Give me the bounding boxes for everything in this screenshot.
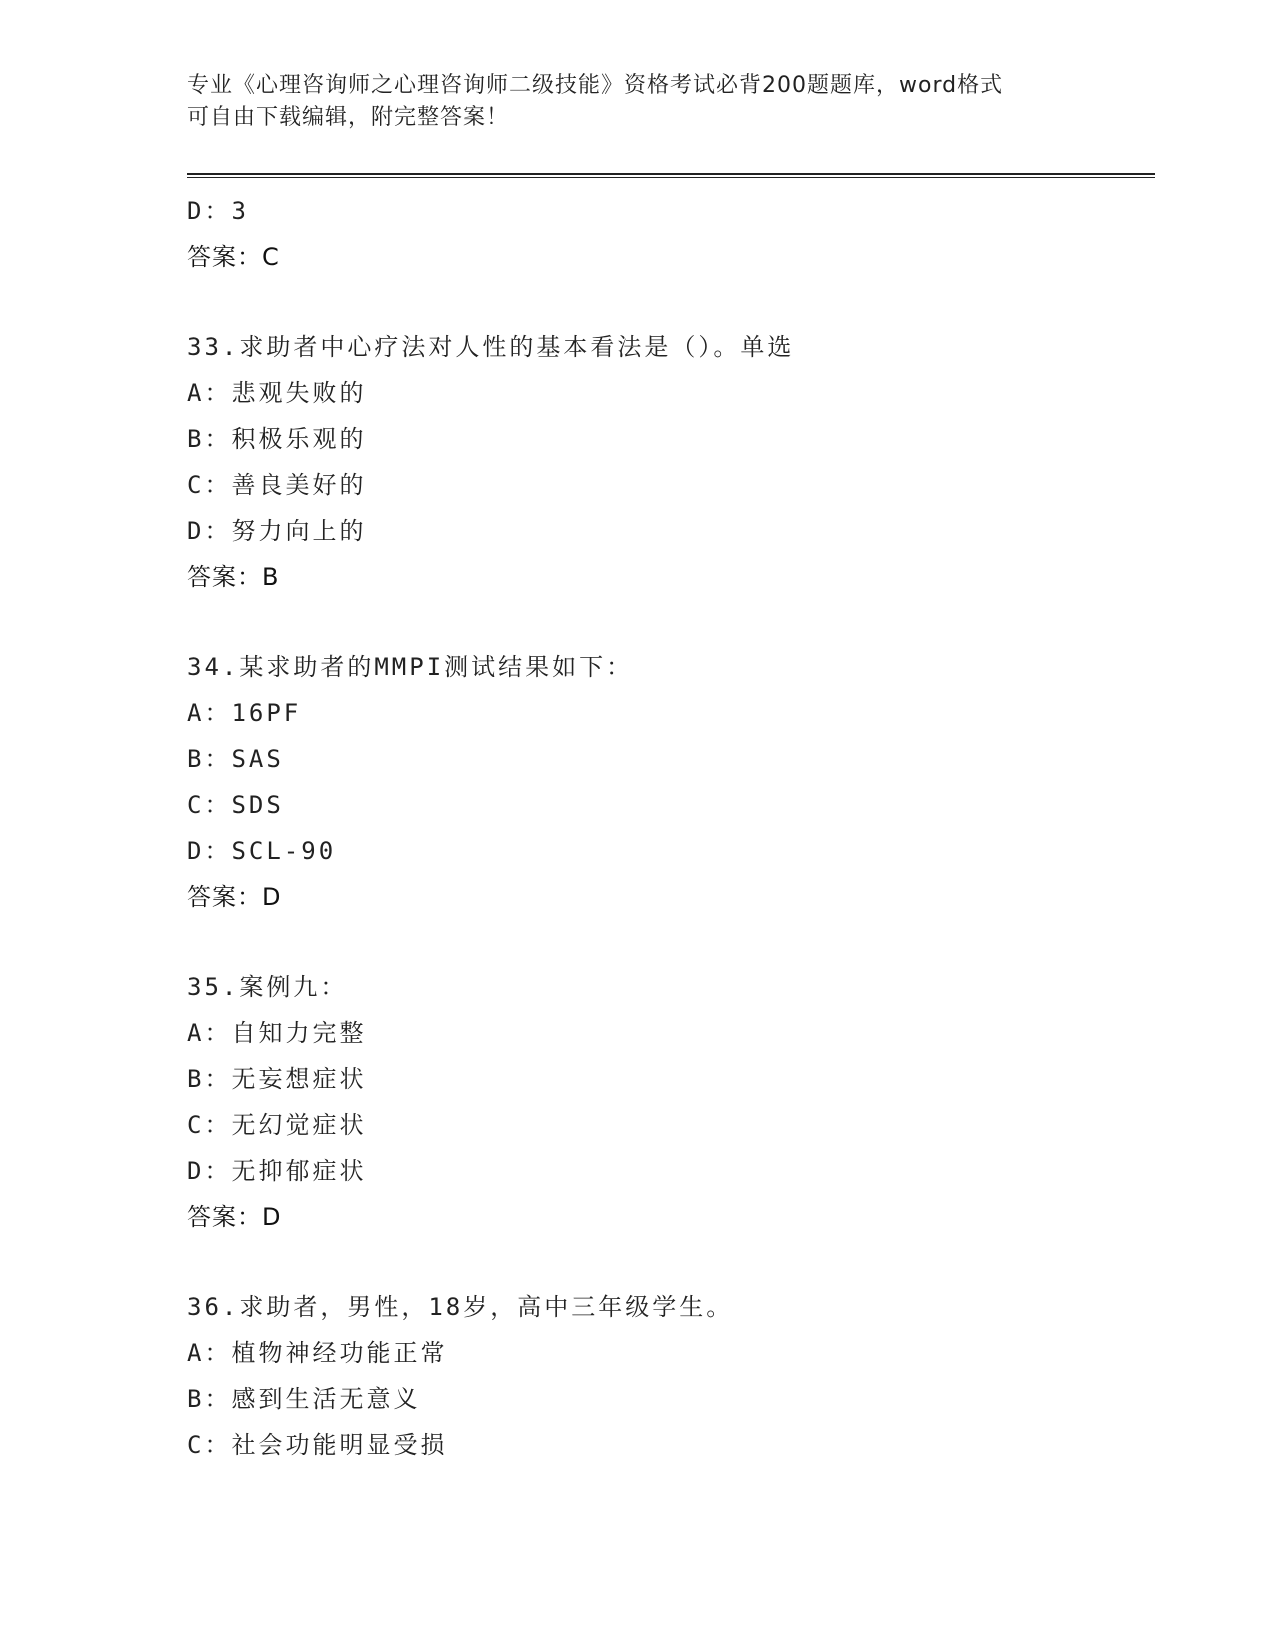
question-list [187,188,1155,1468]
question-35 [187,964,1155,1240]
option-b: B：SAS [187,745,284,773]
question-stem: 36.求助者，男性，18岁，高中三年级学生。 [187,1293,734,1321]
option-a: A：自知力完整 [187,1019,367,1047]
option-d: D：SCL-90 [187,837,337,865]
question-34 [187,644,1155,920]
answer: 答案：D [187,883,282,911]
option-a: A：16PF [187,699,302,727]
document-header [187,70,1067,134]
header-line-1: 专业《心理咨询师之心理咨询师二级技能》资格考试必背200题题库，word格式 [187,73,1004,98]
option-b: B：感到生活无意义 [187,1385,421,1413]
question-stem: 35.案例九： [187,973,348,1001]
option-a: A：悲观失败的 [187,379,367,407]
prev-answer: 答案：C [187,243,280,271]
option-b: B：无妄想症状 [187,1065,367,1093]
document-page [187,70,1155,1468]
option-a: A：植物神经功能正常 [187,1339,448,1367]
header-divider [187,173,1155,178]
prev-option-d: D：3 [187,197,249,225]
option-c: C：SDS [187,791,284,819]
option-d: D：努力向上的 [187,517,367,545]
answer: 答案：D [187,1203,282,1231]
question-33 [187,324,1155,600]
option-b: B：积极乐观的 [187,425,367,453]
answer: 答案：B [187,563,280,591]
question-stem: 34.某求助者的MMPI测试结果如下： [187,653,634,681]
option-c: C：无幻觉症状 [187,1111,367,1139]
header-line-2: 可自由下载编辑，附完整答案！ [187,105,510,130]
option-c: C：社会功能明显受损 [187,1431,448,1459]
question-stem: 33.求助者中心疗法对人性的基本看法是（）。单选 [187,333,795,361]
option-c: C：善良美好的 [187,471,367,499]
question-36 [187,1284,1155,1468]
option-d: D：无抑郁症状 [187,1157,367,1185]
